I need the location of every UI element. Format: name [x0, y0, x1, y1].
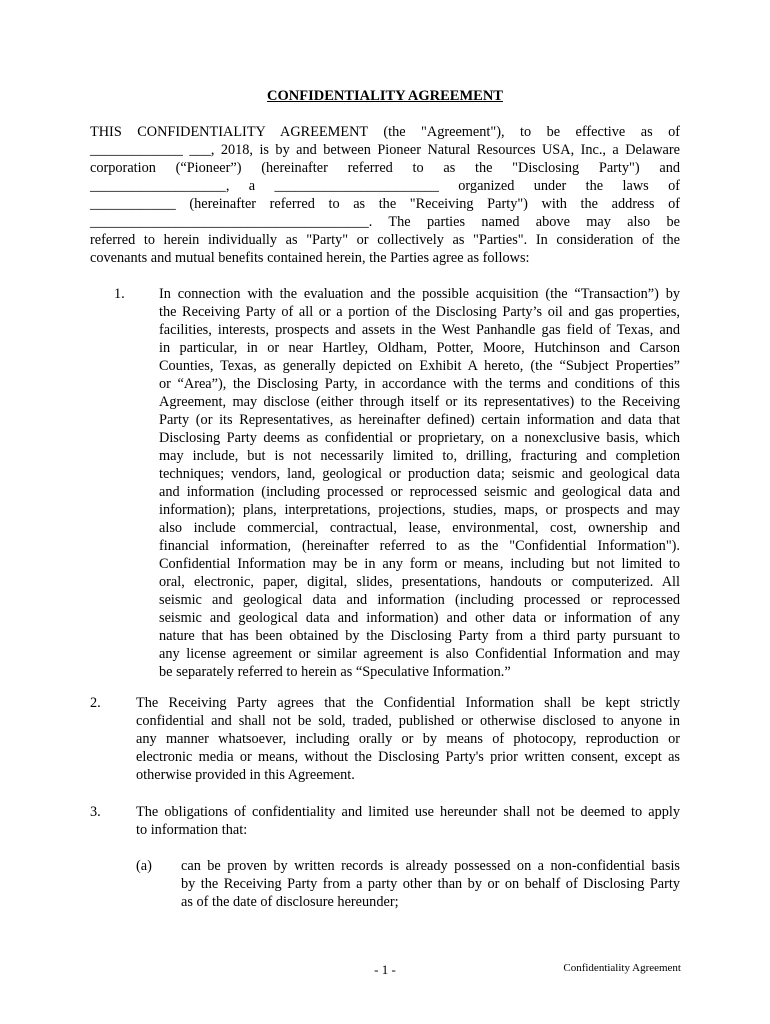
page-number: - 1 - — [374, 962, 396, 977]
intro-paragraph — [90, 123, 680, 267]
section-line: Party (or its Representatives, as hereinafter defined) certain information and data that — [159, 412, 680, 428]
section-number: 3. — [90, 804, 101, 820]
section-line: confidential and shall not be sold, traded, published or otherwise disclosed to anyone in — [136, 713, 680, 729]
intro-line: covenants and mutual benefits contained herein, the Parties agree as follows: — [90, 250, 530, 266]
intro-line: ____________ (hereinafter referred to as the "Receiving Party") with the address of — [90, 196, 680, 212]
section-line: the Receiving Party of all or a portion of the Disclosing Party’s oil and gas properties, — [159, 304, 680, 320]
section-number: 2. — [90, 695, 101, 711]
section-line: Disclosing Party deems as confidential or proprietary, on a nonexclusive basis, which — [159, 430, 680, 446]
intro-line: THIS CONFIDENTIALITY AGREEMENT (the "Agreement"), to be effective as of — [90, 124, 680, 140]
footer-label: Confidentiality Agreement — [563, 962, 681, 974]
section-line: Counties, Texas, as generally depicted on Exhibit A hereto, (the “Subject Properties” — [159, 358, 680, 374]
intro-line: _____________ ___, 2018, is by and between Pioneer Natural Resources USA, Inc., a Delaware — [90, 142, 680, 158]
section-line: In connection with the evaluation and the possible acquisition (the “Transaction”) by — [159, 286, 680, 302]
section-line: can be proven by written records is already possessed on a non-confidential basis — [181, 858, 680, 874]
section-line: be separately referred to herein as “Speculative Information.” — [159, 664, 511, 680]
section-line: seismic and geological data and information) and other data or information of any — [159, 610, 680, 626]
section-line: Agreement, may disclose (either through itself or its representatives) to the Receiving — [159, 394, 680, 410]
intro-line: referred to herein individually as "Party" or collectively as "Parties". In consideration of the — [90, 232, 680, 248]
section-line: any manner whatsoever, including orally or by means of photocopy, reproduction or — [136, 731, 680, 747]
subsection-label: (a) — [136, 858, 152, 874]
document-title: CONFIDENTIALITY AGREEMENT — [267, 88, 503, 104]
intro-line: corporation (“Pioneer”) (hereinafter referred to as the "Disclosing Party") and — [90, 160, 680, 176]
section-line: Confidential Information may be in any form or means, including but not limited to — [159, 556, 680, 572]
section-2-text — [136, 694, 680, 784]
section-line: seismic and geological data and information (including processed or reprocessed — [159, 592, 680, 608]
section-line: in particular, in or near Hartley, Oldham, Potter, Moore, Hutchinson and Carson — [159, 340, 680, 356]
section-number: 1. — [114, 286, 125, 302]
section-line: may include, but is not necessarily limited to, drilling, fracturing and completion — [159, 448, 680, 464]
section-line: financial information, (hereinafter referred to as the "Confidential Information"). — [159, 538, 680, 554]
section-line: or “Area”), the Disclosing Party, in accordance with the terms and conditions of this — [159, 376, 680, 392]
section-line: as of the date of disclosure hereunder; — [181, 894, 399, 910]
section-line: nature that has been obtained by the Disclosing Party from a third party pursuant to — [159, 628, 680, 644]
section-3-text — [136, 803, 680, 839]
section-line: facilities, interests, prospects and assets in the West Panhandle gas field of Texas, and — [159, 322, 680, 338]
section-line: techniques; vendors, land, geological or production data; seismic and geological data — [159, 466, 680, 482]
section-line: electronic media or means, without the Disclosing Party's prior written consent, except as — [136, 749, 680, 765]
intro-line: ___________________, a _______________________ organized under the laws of — [90, 178, 680, 194]
section-line: to information that: — [136, 822, 248, 838]
section-line: any license agreement or similar agreement is also Confidential Information and may — [159, 646, 680, 662]
section-line: also include commercial, contractual, lease, environmental, cost, ownership and — [159, 520, 680, 536]
section-line: The obligations of confidentiality and limited use hereunder shall not be deemed to apply — [136, 804, 680, 820]
section-line: information); plans, interpretations, projections, studies, maps, or prospects and may — [159, 502, 680, 518]
subsection-a-text — [181, 857, 680, 911]
intro-line: _______________________________________. The parties named above may also be — [90, 214, 680, 230]
section-line: otherwise provided in this Agreement. — [136, 767, 355, 783]
section-line: The Receiving Party agrees that the Confidential Information shall be kept strictly — [136, 695, 680, 711]
section-line: oral, electronic, paper, digital, slides, presentations, handouts or computerized. All — [159, 574, 680, 590]
section-line: by the Receiving Party from a party other than by or on behalf of Disclosing Party — [181, 876, 680, 892]
section-line: and information (including processed or reprocessed seismic and geological data and — [159, 484, 680, 500]
section-1-text — [159, 285, 680, 681]
